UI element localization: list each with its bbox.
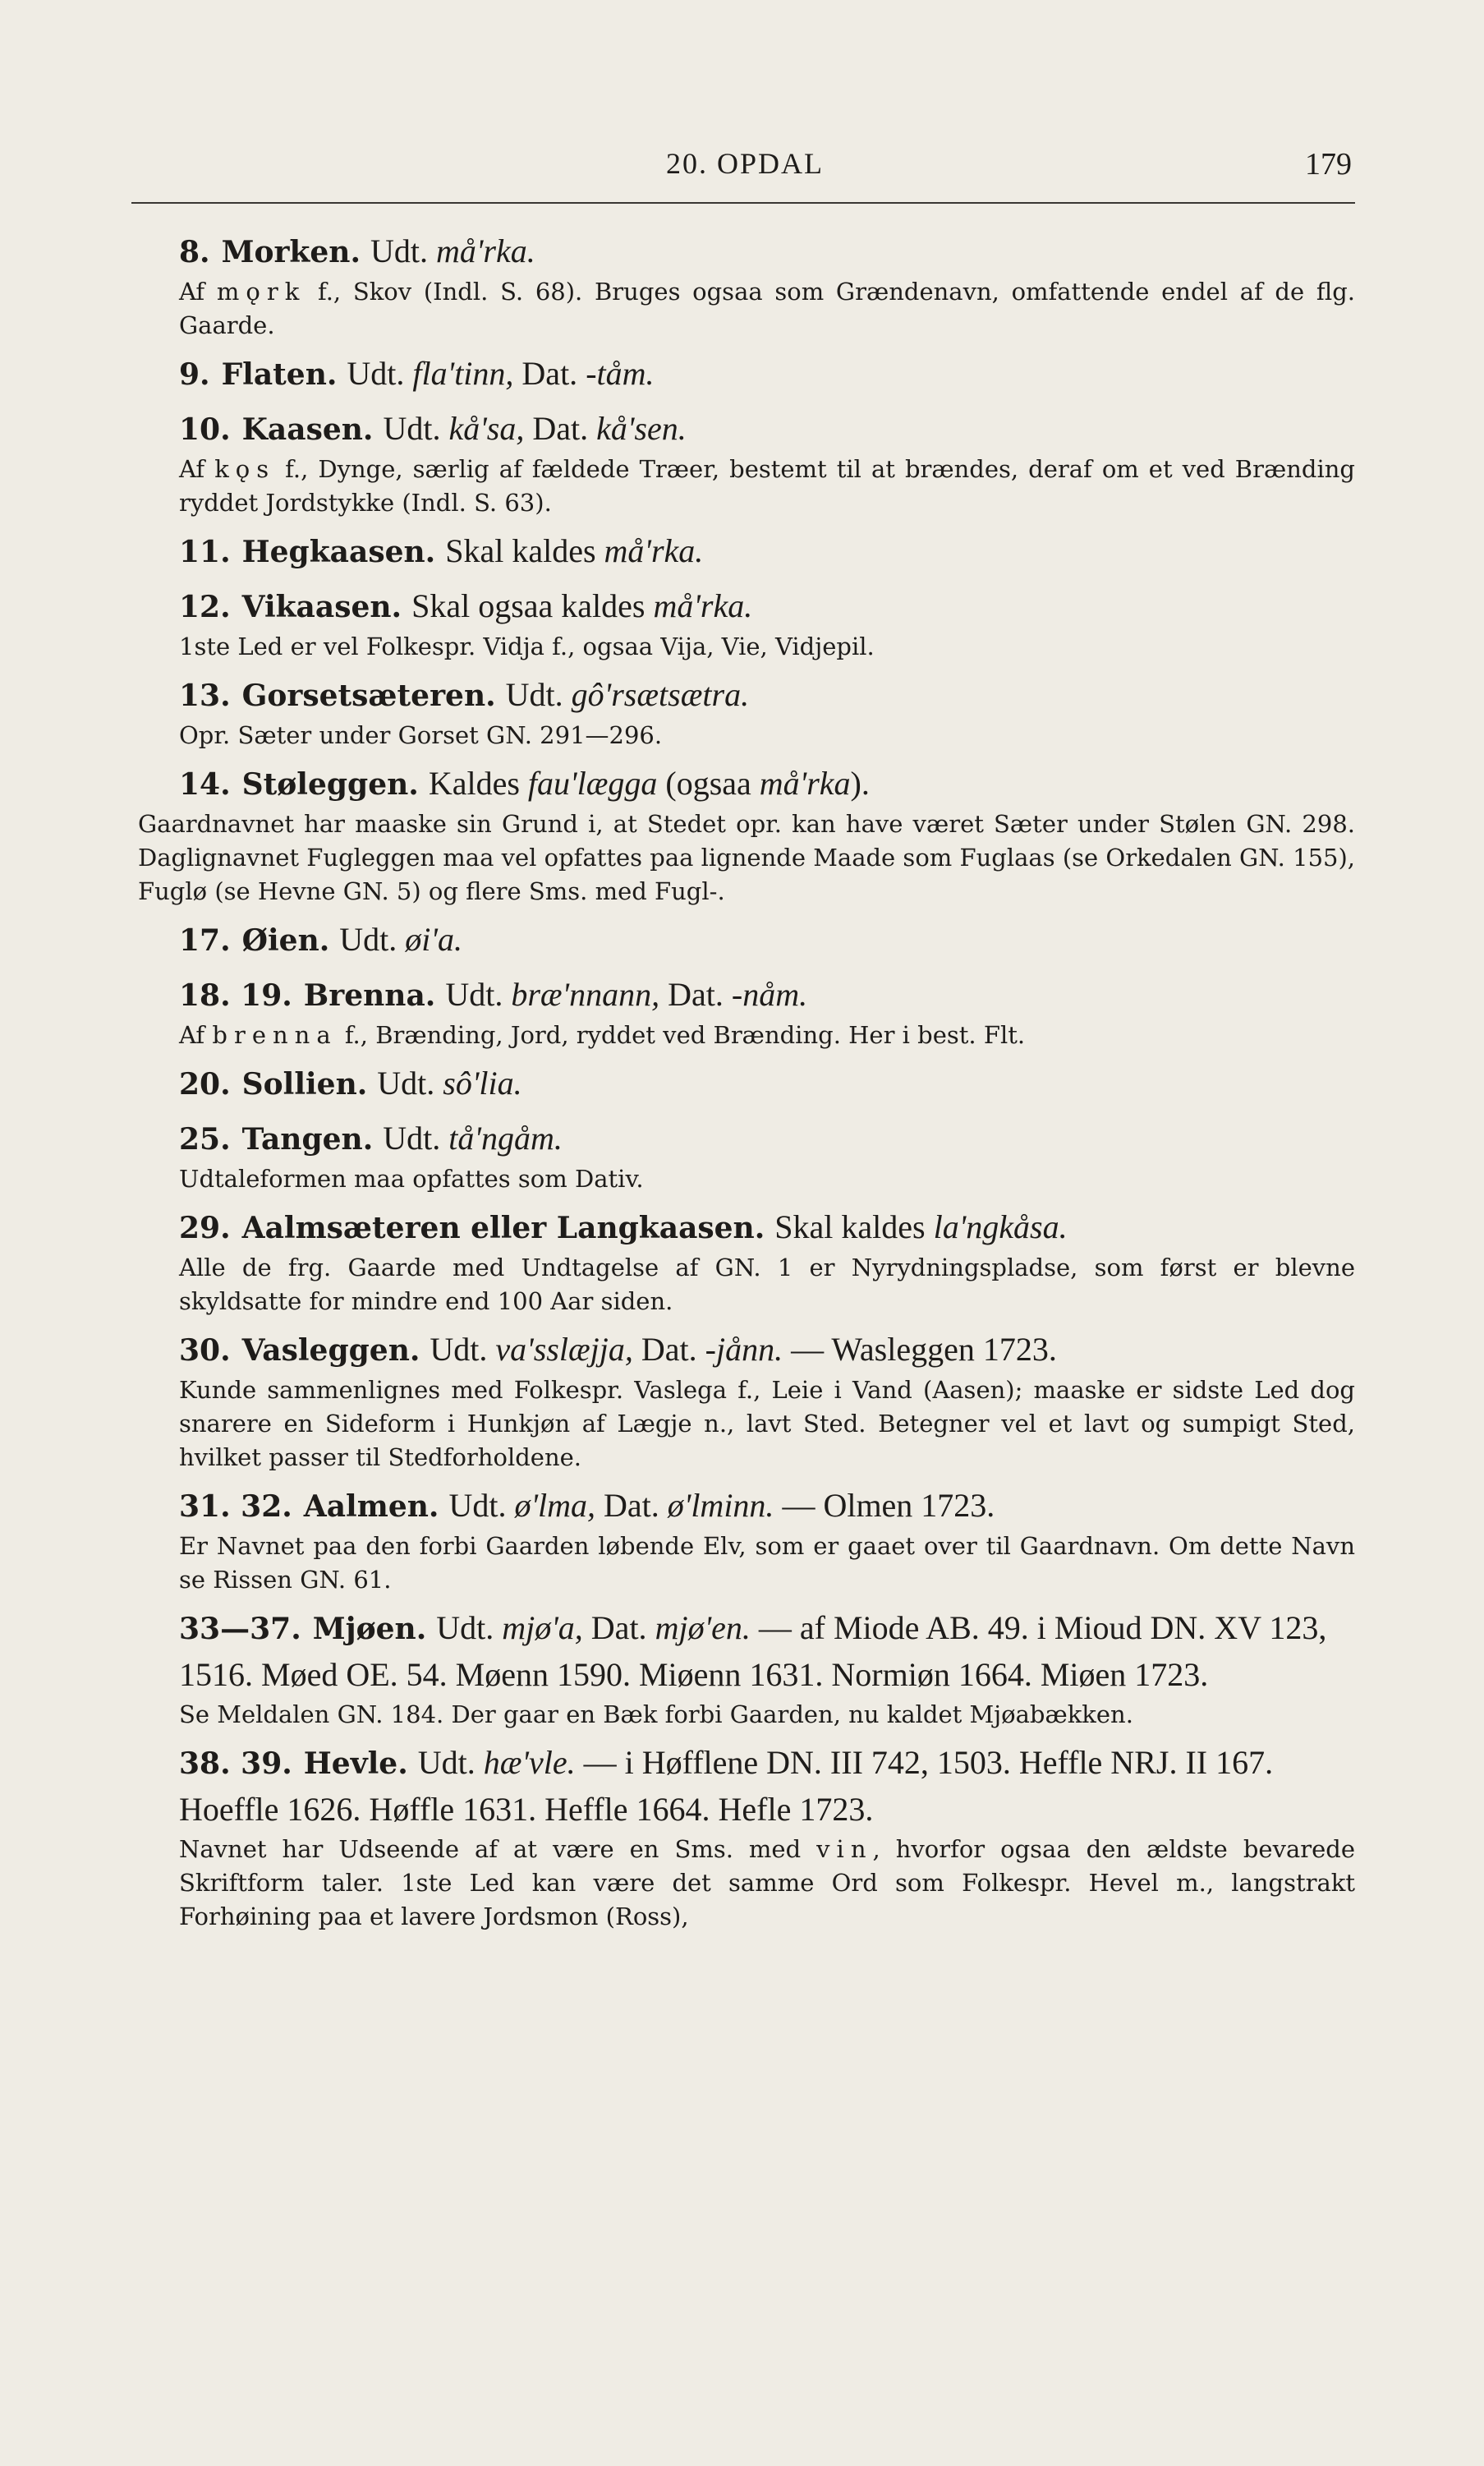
entry-name: Gorsetsæteren. (241, 679, 496, 713)
pronunciation: fau'lægga (527, 765, 658, 802)
pronunciation: må'rka. (435, 232, 535, 269)
entry-number: 33—37. (179, 1612, 301, 1646)
pronunciation: kå'sa, (448, 410, 525, 447)
entry-note: Af kǫs f., Dynge, særlig af fældede Træer, bestemt til at brændes, deraf om et ved Brænding ryddet Jordstykke (Indl. S. 63). (179, 455, 1355, 517)
entry-number: 18. 19. (179, 978, 292, 1013)
entry-8: 8. Morken. Udt. må'rka. Af mǫrk f., Skov (Indl. S. 68). Bruges ogsaa som Grændenavn, omfattende endel af de flg. Gaarde. (138, 228, 1355, 343)
entries-list (138, 228, 1355, 1934)
entry-17: 17. Øien. Udt. øi'a. (179, 921, 462, 958)
historical-forms: — i Høfflene DN. III 742, 1503. Heffle NRJ. II 167. Hoeffle 1626. Høffle 1631. Heffle 1664. Hefle 1723. (179, 1744, 1274, 1828)
entry-name: Tangen. (241, 1122, 374, 1157)
entry-name: Aalmsæteren eller Langkaasen. (241, 1211, 765, 1245)
entry-name: Støleggen. (241, 767, 419, 802)
entry-number: 12. (179, 590, 231, 624)
pronunciation: gô'rsætsætra. (571, 676, 750, 713)
entry-number: 9. (179, 357, 210, 392)
pronunciation: må'rka. (653, 587, 753, 624)
historical-forms: — Wasleggen 1723. (783, 1331, 1057, 1368)
entry-note: Opr. Sæter under Gorset GN. 291—296. (179, 721, 663, 749)
entry-12: 12. Vikaasen. Skal ogsaa kaldes må'rka. 1ste Led er vel Folkespr. Vidja f., ogsaa Vija, Vie, Vidjepil. (138, 583, 1355, 664)
entry-name: Aalmen. (303, 1489, 439, 1524)
pronunciation: må'rka. (604, 532, 704, 569)
entry-name: Øien. (241, 923, 330, 958)
entry-number: 31. 32. (179, 1489, 292, 1524)
entry-18-19: 18. 19. Brenna. Udt. bræ'nnann, Dat. -nåm. Af brenna f., Brænding, Jord, ryddet ved Brænding. Her i best. Flt. (138, 972, 1355, 1052)
entry-33-37: 33—37. Mjøen. Udt. mjø'a, Dat. mjø'en. — af Miode AB. 49. i Mioud DN. XV 123, 1516. Møed OE. 54. Møenn 1590. Miøenn 1631. Normiøn 1664. Miøen 1723. Se Meldalen GN. 184. Der gaar en Bæk forbi Gaarden, nu kaldet Mjøabækken. (138, 1605, 1355, 1732)
page-number: 179 (1305, 147, 1352, 182)
entry-31-32: 31. 32. Aalmen. Udt. ø'lma, Dat. ø'lminn. — Olmen 1723. Er Navnet paa den forbi Gaarden løbende Elv, som er gaaet over til Gaardnavn. Om dette Navn se Rissen GN. 61. (138, 1483, 1355, 1597)
pronunciation: bræ'nnann, (511, 976, 660, 1013)
entry-note: Se Meldalen GN. 184. Der gaar en Bæk forbi Gaarden, nu kaldet Mjøabækken. (179, 1700, 1133, 1728)
entry-name: Sollien. (241, 1067, 368, 1102)
historical-forms: — Olmen 1723. (774, 1487, 995, 1524)
entry-number: 38. 39. (179, 1746, 292, 1781)
pronunciation: va'sslæjja, (495, 1331, 633, 1368)
entry-note: Gaardnavnet har maaske sin Grund i, at Stedet opr. kan have været Sæter under Stølen GN. 298. Daglignavnet Fugleggen maa vel opfattes paa lignende Maade som Fuglaas (se Orkedalen GN. 155), Fuglø (se Hevne GN. 5) og flere Sms. med Fugl-. (138, 810, 1355, 905)
entry-name: Vikaasen. (241, 590, 402, 624)
pronunciation: tå'ngåm. (448, 1120, 563, 1157)
running-header (138, 141, 1352, 187)
pronunciation: øi'a. (405, 921, 462, 958)
entry-note: Er Navnet paa den forbi Gaarden løbende Elv, som er gaaet over til Gaardnavn. Om dette Navn se Rissen GN. 61. (179, 1532, 1355, 1594)
entry-25: 25. Tangen. Udt. tå'ngåm. Udtaleformen maa opfattes som Dativ. (138, 1116, 1355, 1196)
entry-note: Udtaleformen maa opfattes som Dativ. (179, 1165, 644, 1193)
entry-20: 20. Sollien. Udt. sô'lia. (179, 1065, 522, 1102)
entry-name: Morken. (221, 235, 361, 269)
entry-38-39: 38. 39. Hevle. Udt. hæ'vle. — i Høfflene DN. III 742, 1503. Heffle NRJ. II 167. Hoeffle 1626. Høffle 1631. Heffle 1664. Hefle 1723. Navnet har Udseende af at være en Sms. med vin, hvorfor ogsaa den ældste bevarede Skriftform taler. 1ste Led kan være det samme Ord som Folkespr. Hevel m., langstrakt Forhøining paa et lavere Jordsmon (Ross), (138, 1740, 1355, 1934)
entry-name: Mjøen. (312, 1612, 427, 1646)
entry-name: Kaasen. (241, 412, 374, 447)
entry-number: 30. (179, 1333, 231, 1368)
chapter-title: 20. OPDAL (665, 147, 824, 180)
entry-note: Alle de frg. Gaarde med Undtagelse af GN. 1 er Nyrydningspladse, som først er blevne skyldsatte for mindre end 100 Aar siden. (179, 1254, 1355, 1315)
entry-name: Hevle. (303, 1746, 408, 1781)
entry-14: 14. Støleggen. Kaldes fau'lægga (ogsaa må'rka). Gaardnavnet har maaske sin Grund i, at Stedet opr. kan have været Sæter under Stølen GN. 298. Daglignavnet Fugleggen maa vel opfattes paa lignende Maade som Fuglaas (se Orkedalen GN. 155), Fuglø (se Hevne GN. 5) og flere Sms. med Fugl-. (138, 761, 1355, 909)
dative-form: -jånn. (705, 1331, 783, 1368)
entry-name: Brenna. (303, 978, 436, 1013)
pronunciation: hæ'vle. (483, 1744, 576, 1781)
entry-9: 9. Flaten. Udt. fla'tinn, Dat. -tåm. (179, 355, 655, 392)
entry-11: 11. Hegkaasen. Skal kaldes må'rka. (179, 532, 704, 569)
header-rule (131, 202, 1355, 204)
entry-number: 25. (179, 1122, 231, 1157)
entry-number: 14. (179, 767, 231, 802)
entry-name: Vasleggen. (241, 1333, 420, 1368)
entry-30: 30. Vasleggen. Udt. va'sslæjja, Dat. -jånn. — Wasleggen 1723. Kunde sammenlignes med Folkespr. Vaslega f., Leie i Vand (Aasen); maaske er sidste Led dog snarere en Sideform i Hunkjøn af Lægje n., lavt Sted. Betegner vel et lavt og sumpigt Sted, hvilket passer til Stedforholdene. (138, 1327, 1355, 1475)
entry-note: Navnet har Udseende af at være en Sms. med vin, hvorfor ogsaa den ældste bevarede Skriftform taler. 1ste Led kan være det samme Ord som Folkespr. Hevel m., langstrakt Forhøining paa et lavere Jordsmon (Ross), (179, 1835, 1355, 1930)
entry-note: 1ste Led er vel Folkespr. Vidja f., ogsaa Vija, Vie, Vidjepil. (179, 633, 875, 660)
entry-number: 20. (179, 1067, 231, 1102)
entry-number: 11. (179, 535, 231, 569)
pronunciation: fla'tinn, (412, 355, 514, 392)
historical-forms: — af Miode AB. 49. i Mioud DN. XV 123, 1516. Møed OE. 54. Møenn 1590. Miøenn 1631. Normiøn 1664. Miøen 1723. (179, 1609, 1327, 1693)
entry-number: 29. (179, 1211, 231, 1245)
dative-form: kå'sen. (596, 410, 687, 447)
dative-form: mjø'en. (655, 1609, 751, 1646)
entry-name: Flaten. (221, 357, 338, 392)
entry-10: 10. Kaasen. Udt. kå'sa, Dat. kå'sen. Af kǫs f., Dynge, særlig af fældede Træer, bestemt til at brændes, deraf om et ved Brænding ryddet Jordstykke (Indl. S. 63). (138, 406, 1355, 520)
pronunciation: ø'lma, (514, 1487, 595, 1524)
pronunciation: sô'lia. (443, 1065, 522, 1102)
dative-form: -tåm. (586, 355, 655, 392)
entry-note: Af brenna f., Brænding, Jord, ryddet ved Brænding. Her i best. Flt. (179, 1021, 1026, 1049)
dative-form: ø'lminn. (667, 1487, 774, 1524)
entry-29: 29. Aalmsæteren eller Langkaasen. Skal kaldes la'ngkåsa. Alle de frg. Gaarde med Undtagelse af GN. 1 er Nyrydningspladse, som først er blevne skyldsatte for mindre end 100 Aar siden. (138, 1204, 1355, 1318)
pronunciation: mjø'a, (502, 1609, 583, 1646)
entry-number: 10. (179, 412, 231, 447)
entry-number: 8. (179, 235, 210, 269)
alt-pronunciation: må'rka (759, 765, 851, 802)
dative-form: -nåm. (731, 976, 808, 1013)
entry-note: Kunde sammenlignes med Folkespr. Vaslega f., Leie i Vand (Aasen); maaske er sidste Led dog snarere en Sideform i Hunkjøn af Lægje n., lavt Sted. Betegner vel et lavt og sumpigt Sted, hvilket passer til Stedforholdene. (179, 1376, 1355, 1471)
pronunciation: la'ngkåsa. (933, 1208, 1068, 1245)
entry-number: 13. (179, 679, 231, 713)
entry-note: Af mǫrk f., Skov (Indl. S. 68). Bruges ogsaa som Grændenavn, omfattende endel af de flg. Gaarde. (179, 278, 1355, 339)
entry-number: 17. (179, 923, 231, 958)
entry-13: 13. Gorsetsæteren. Udt. gô'rsætsætra. Opr. Sæter under Gorset GN. 291—296. (138, 672, 1355, 752)
entry-name: Hegkaasen. (241, 535, 436, 569)
